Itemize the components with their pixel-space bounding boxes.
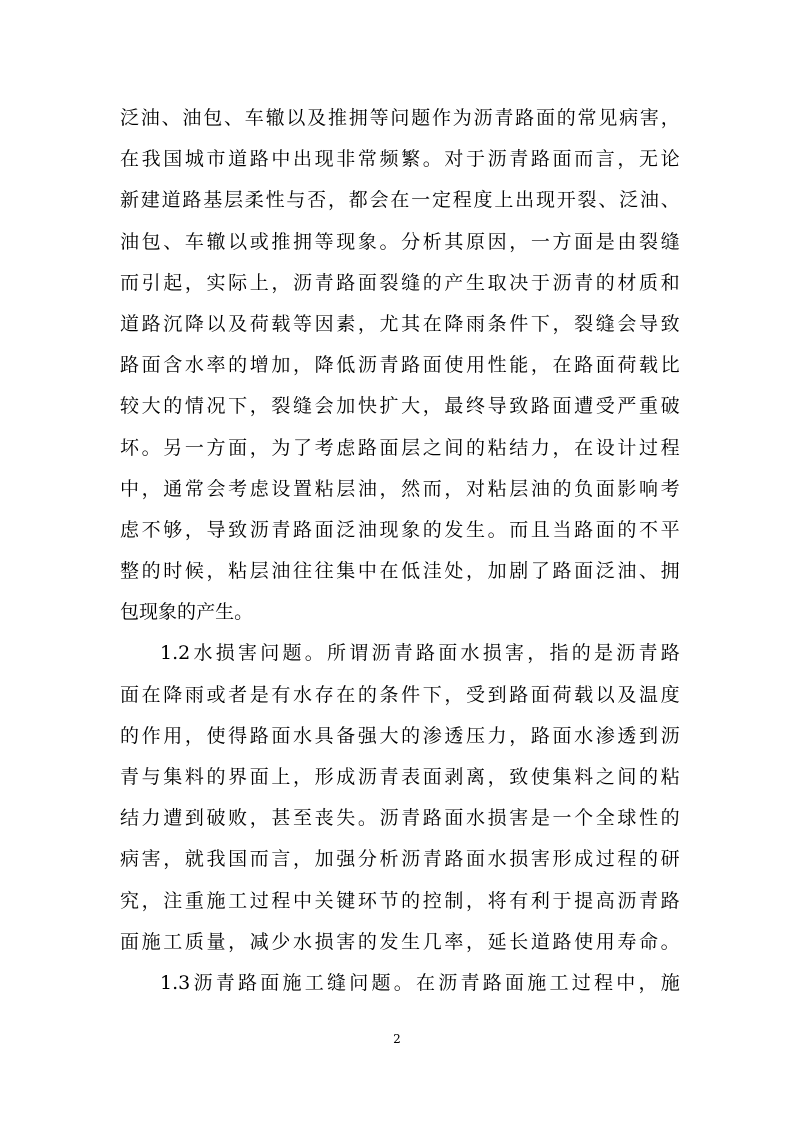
text-line: 青 与 集 料 的 界 面 上 ， 形 成 沥 青 表 面 剥 离 ， 致 使 集 料 之 间 的 粘 bbox=[120, 766, 680, 788]
text-line: 中 ， 通 常 会 考 虑 设 置 粘 层 油 ， 然 而 ， 对 粘 层 油 的 负 面 影 响 考 bbox=[120, 477, 680, 500]
text-line: 道 路 沉 降 以 及 荷 载 等 因 素 ， 尤 其 在 降 雨 条 件 下 ， 裂 缝 会 导 致 bbox=[120, 312, 680, 335]
text-line: 究 ， 注 重 施 工 过 程 中 关 键 环 节 的 控 制 ， 将 有 利 于 提 高 沥 青 路 bbox=[120, 889, 680, 912]
text-line: 泛 油 、 油 包 、 车 辙 以 及 推 拥 等 问 题 作 为 沥 青 路 面 的 常 见 病 害 ， bbox=[120, 107, 680, 129]
page-number: 2 bbox=[393, 1032, 401, 1046]
text-line: 的 作 用 ， 使 得 路 面 水 具 备 强 大 的 渗 透 压 力 ， 路 面 水 渗 透 到 沥 bbox=[120, 724, 680, 747]
text-line: 1.2 水 损 害 问 题 。 所 谓 沥 青 路 面 水 损 害 ， 指 的 是 沥 青 路 bbox=[160, 642, 680, 665]
text-line: 油 包 、 车 辙 以 或 推 拥 等 现 象 。 分 析 其 原 因 ， 一 方 面 是 由 裂 缝 bbox=[120, 230, 680, 253]
text-line: 路 面 含 水 率 的 增 加 ， 降 低 沥 青 路 面 使 用 性 能 ， 在 路 面 荷 载 比 bbox=[120, 354, 680, 377]
text-line: 在 我 国 城 市 道 路 中 出 现 非 常 频 繁 。 对 于 沥 青 路 面 而 言 ， 无 论 bbox=[120, 148, 680, 171]
text-line: 而 引 起 ， 实 际 上 ， 沥 青 路 面 裂 缝 的 产 生 取 决 于 沥 青 的 材 质 和 bbox=[120, 271, 680, 294]
text-line: 新 建 道 路 基 层 柔 性 与 否 ， 都 会 在 一 定 程 度 上 出 现 开 裂 、 泛 油 、 bbox=[120, 189, 680, 212]
text-line: 整 的 时 候 ， 粘 层 油 往 往 集 中 在 低 洼 处 ， 加 剧 了 路 面 泛 油 、 拥 bbox=[120, 560, 680, 583]
text-line: 病 害 ， 就 我 国 而 言 ， 加 强 分 析 沥 青 路 面 水 损 害 形 成 过 程 的 研 bbox=[120, 848, 680, 871]
text-line: 坏 。 另 一 方 面 ， 为 了 考 虑 路 面 层 之 间 的 粘 结 力 ， 在 设 计 过 程 bbox=[120, 436, 680, 459]
body-text bbox=[120, 98, 680, 1004]
text-line: 1.3 沥 青 路 面 施 工 缝 问 题 。 在 沥 青 路 面 施 工 过 程 中 ， 施 bbox=[160, 971, 680, 994]
text-line: 结 力 遭 到 破 败 ， 甚 至 丧 失 。 沥 青 路 面 水 损 害 是 一 个 全 球 性 的 bbox=[120, 807, 680, 830]
text-line: 虑 不 够 ， 导 致 沥 青 路 面 泛 油 现 象 的 发 生 。 而 且 当 路 面 的 不 平 bbox=[120, 518, 680, 541]
text-line: 较 大 的 情 况 下 ， 裂 缝 会 加 快 扩 大 ， 最 终 导 致 路 面 遭 受 严 重 破 bbox=[120, 395, 680, 418]
text-line: 面 在 降 雨 或 者 是 有 水 存 在 的 条 件 下 ， 受 到 路 面 荷 载 以 及 温 度 bbox=[120, 683, 680, 706]
text-line: 包 现 象 的 产 生 。 bbox=[120, 601, 254, 624]
text-line: 面 施 工 质 量 ， 减 少 水 损 害 的 发 生 几 率 ， 延 长 道 路 使 用 寿 命 。 bbox=[120, 930, 680, 953]
